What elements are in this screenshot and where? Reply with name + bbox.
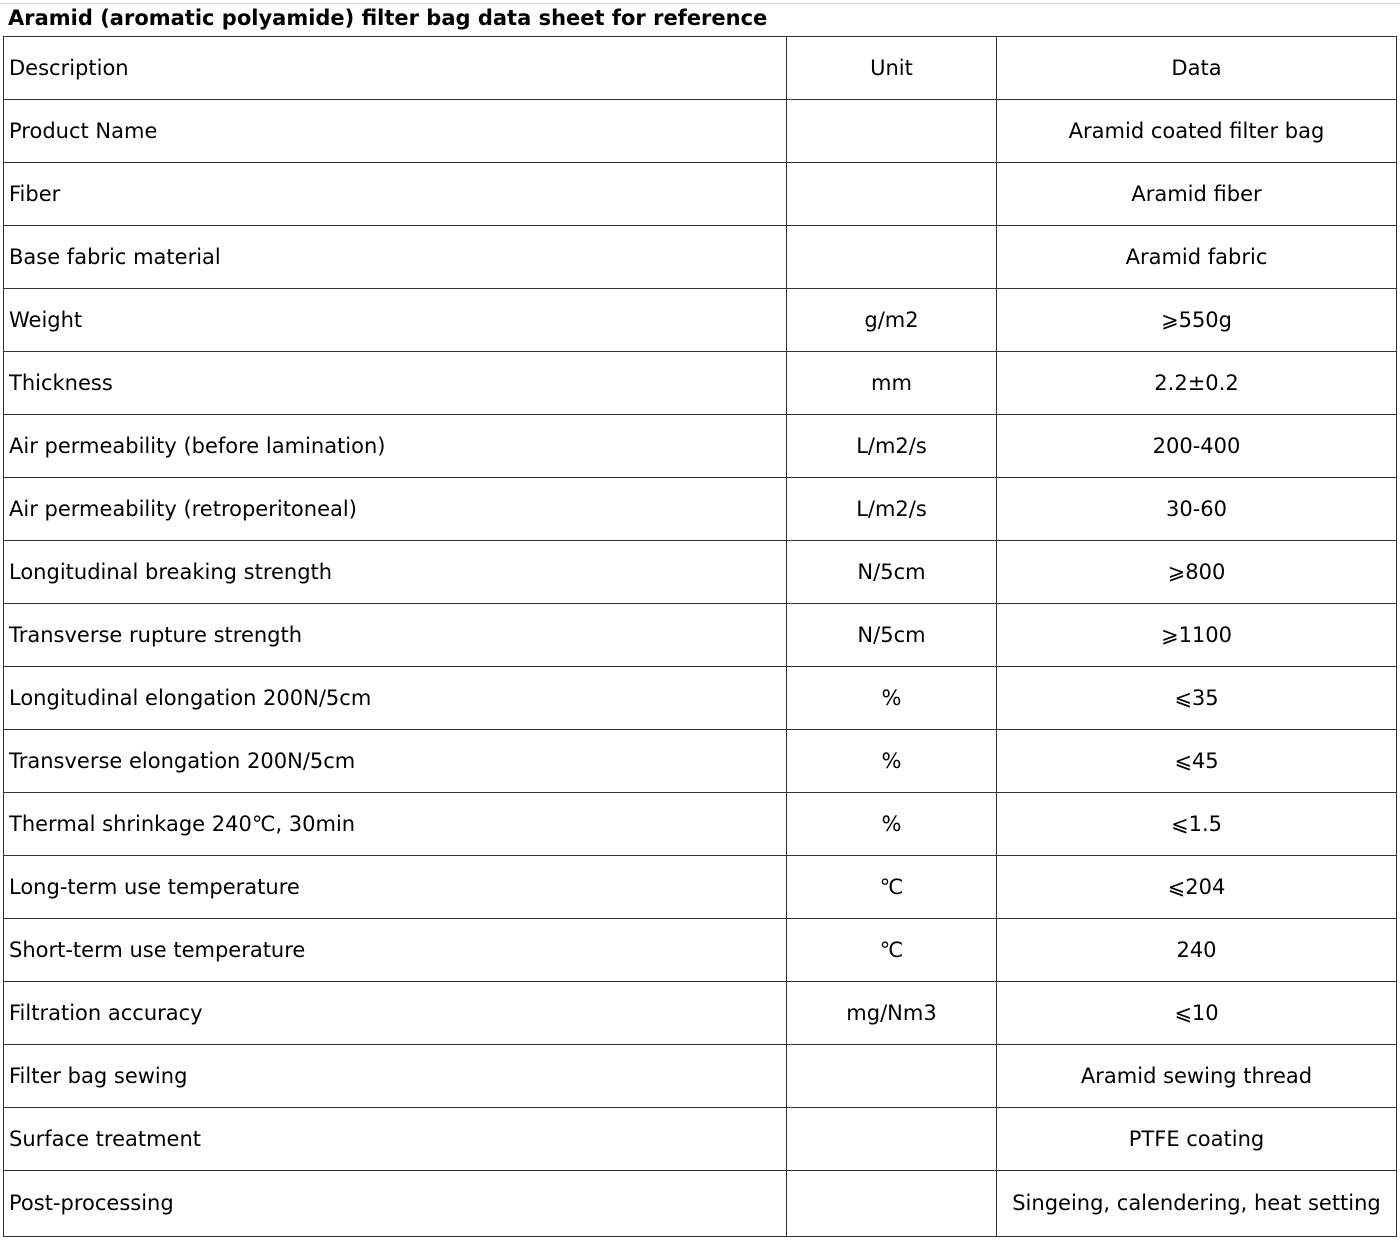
cell-description: Longitudinal breaking strength <box>4 541 787 604</box>
table-row <box>4 1108 1397 1171</box>
cell-description: Filter bag sewing <box>4 1045 787 1108</box>
cell-data: ⩾1100 <box>997 604 1397 667</box>
cell-data: Aramid coated filter bag <box>997 100 1397 163</box>
table-row <box>4 289 1397 352</box>
cell-description: Thermal shrinkage 240℃, 30min <box>4 793 787 856</box>
cell-description: Long-term use temperature <box>4 856 787 919</box>
cell-data: 240 <box>997 919 1397 982</box>
cell-data: ⩽204 <box>997 856 1397 919</box>
table-row <box>4 163 1397 226</box>
cell-unit: L/m2/s <box>787 478 997 541</box>
cell-data: 2.2±0.2 <box>997 352 1397 415</box>
cell-unit: % <box>787 730 997 793</box>
cell-data: Aramid fiber <box>997 163 1397 226</box>
cell-description: Longitudinal elongation 200N/5cm <box>4 667 787 730</box>
cell-data: ⩽10 <box>997 982 1397 1045</box>
cell-data: ⩽45 <box>997 730 1397 793</box>
table-row <box>4 919 1397 982</box>
cell-unit: % <box>787 667 997 730</box>
cell-description: Weight <box>4 289 787 352</box>
table-row <box>4 478 1397 541</box>
cell-description: Post-processing <box>4 1171 787 1237</box>
cell-unit: L/m2/s <box>787 415 997 478</box>
cell-data: Aramid sewing thread <box>997 1045 1397 1108</box>
cell-description: Short-term use temperature <box>4 919 787 982</box>
page-title: Aramid (aromatic polyamide) filter bag data sheet for reference <box>8 6 768 30</box>
column-header-unit: Unit <box>787 37 997 100</box>
cell-unit: N/5cm <box>787 604 997 667</box>
cell-description: Fiber <box>4 163 787 226</box>
cell-unit <box>787 1171 997 1237</box>
cell-description: Base fabric material <box>4 226 787 289</box>
table-row <box>4 1045 1397 1108</box>
table-row <box>4 352 1397 415</box>
table-row <box>4 415 1397 478</box>
cell-unit: N/5cm <box>787 541 997 604</box>
table-row <box>4 982 1397 1045</box>
cell-description: Product Name <box>4 100 787 163</box>
table-row <box>4 856 1397 919</box>
cell-unit <box>787 226 997 289</box>
cell-unit <box>787 1108 997 1171</box>
cell-unit: mm <box>787 352 997 415</box>
cell-unit <box>787 100 997 163</box>
cell-data: 30-60 <box>997 478 1397 541</box>
cell-data: PTFE coating <box>997 1108 1397 1171</box>
cell-description: Filtration accuracy <box>4 982 787 1045</box>
cell-description: Thickness <box>4 352 787 415</box>
cell-unit: mg/Nm3 <box>787 982 997 1045</box>
table-row <box>4 226 1397 289</box>
cell-unit: % <box>787 793 997 856</box>
cell-data: ⩽1.5 <box>997 793 1397 856</box>
table-row <box>4 100 1397 163</box>
table-row <box>4 793 1397 856</box>
cell-unit <box>787 1045 997 1108</box>
top-divider <box>0 3 1400 4</box>
cell-unit: g/m2 <box>787 289 997 352</box>
cell-description: Air permeability (before lamination) <box>4 415 787 478</box>
column-header-description: Description <box>4 37 787 100</box>
cell-unit: ℃ <box>787 919 997 982</box>
cell-unit <box>787 163 997 226</box>
table-row <box>4 1171 1397 1237</box>
cell-data: ⩾550g <box>997 289 1397 352</box>
table-row <box>4 730 1397 793</box>
cell-data: Singeing, calendering, heat setting <box>997 1171 1397 1237</box>
table-row <box>4 667 1397 730</box>
table-header-row <box>4 37 1397 100</box>
cell-description: Surface treatment <box>4 1108 787 1171</box>
data-sheet-table <box>3 36 1397 1237</box>
cell-data: ⩾800 <box>997 541 1397 604</box>
cell-data: ⩽35 <box>997 667 1397 730</box>
cell-description: Air permeability (retroperitoneal) <box>4 478 787 541</box>
table-row <box>4 604 1397 667</box>
cell-unit: ℃ <box>787 856 997 919</box>
cell-description: Transverse elongation 200N/5cm <box>4 730 787 793</box>
cell-data: Aramid fabric <box>997 226 1397 289</box>
cell-description: Transverse rupture strength <box>4 604 787 667</box>
cell-data: 200-400 <box>997 415 1397 478</box>
table-row <box>4 541 1397 604</box>
column-header-data: Data <box>997 37 1397 100</box>
